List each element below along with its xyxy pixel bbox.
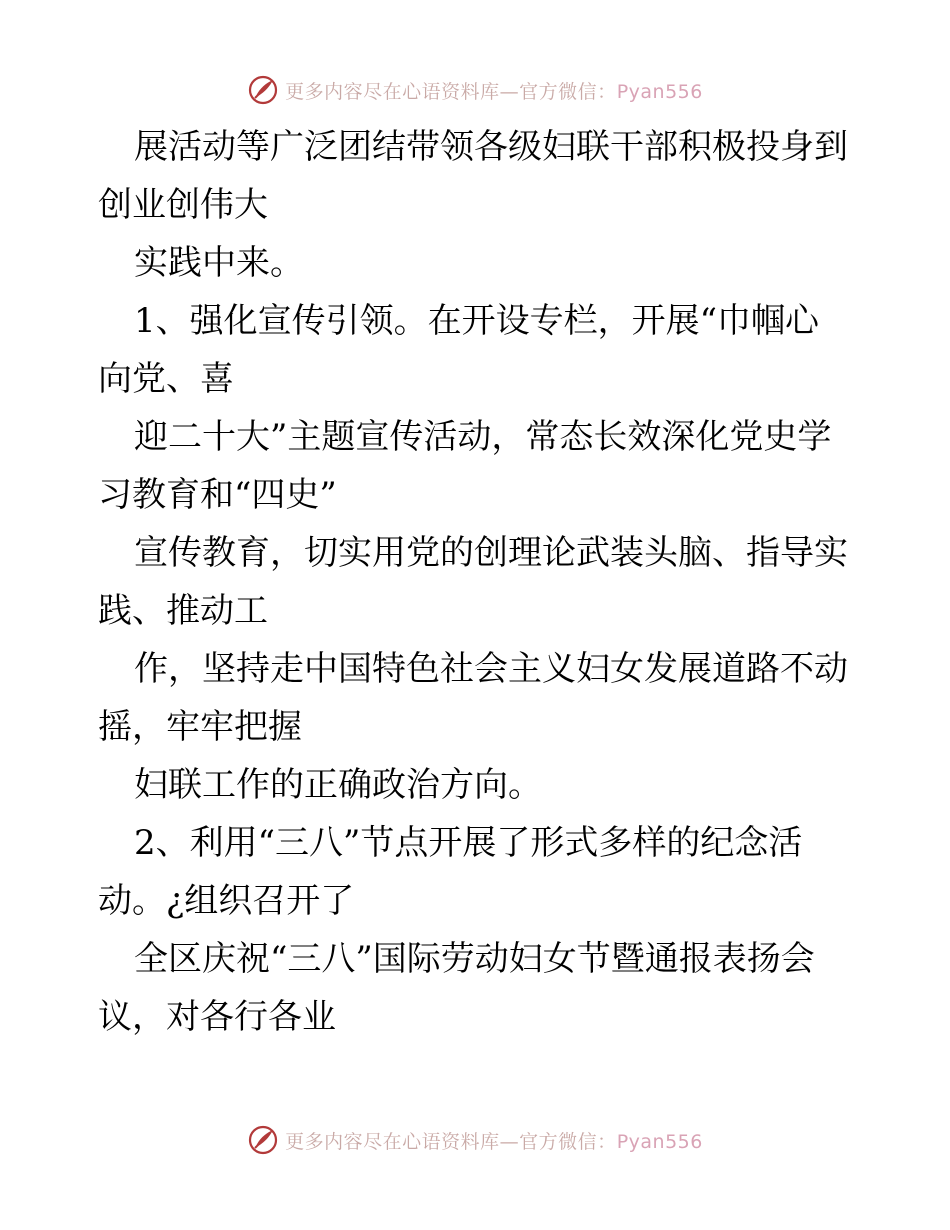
text-line: 创业创伟大 bbox=[98, 185, 268, 225]
document-body bbox=[98, 118, 858, 1046]
separator: — bbox=[499, 1130, 520, 1153]
footer-banner[interactable] bbox=[0, 1120, 950, 1160]
text-line: 展活动等广泛团结带领各级妇联干部积极投身到 bbox=[134, 127, 848, 167]
text-line: 议，对各行各业 bbox=[98, 997, 336, 1037]
wechat-label: 官方微信： bbox=[519, 80, 617, 103]
header-banner-text bbox=[285, 77, 703, 104]
text-line: 摇，牢牢把握 bbox=[98, 707, 302, 747]
text-line: 宣传教育，切实用党的创理论武装头脑、指导实 bbox=[134, 533, 848, 573]
wechat-id: Pyan556 bbox=[616, 80, 703, 103]
wechat-id: Pyan556 bbox=[616, 1130, 703, 1153]
separator: — bbox=[499, 80, 520, 103]
text-line: 2、利用“三八”节点开展了形式多样的纪念活 bbox=[134, 823, 803, 863]
text-line: 作，坚持走中国特色社会主义妇女发展道路不动 bbox=[134, 649, 848, 689]
text-line: 实践中来。 bbox=[134, 243, 304, 283]
header-banner[interactable] bbox=[0, 70, 950, 110]
quill-pen-logo-icon bbox=[247, 74, 279, 106]
text-line: 向党、喜 bbox=[98, 359, 234, 399]
site-name: 更多内容尽在心语资料库 bbox=[285, 1130, 500, 1153]
text-line: 1、强化宣传引领。在开设专栏，开展“巾帼心 bbox=[134, 301, 820, 341]
quill-pen-logo-icon bbox=[247, 1124, 279, 1156]
site-name: 更多内容尽在心语资料库 bbox=[285, 80, 500, 103]
text-line: 妇联工作的正确政治方向。 bbox=[134, 765, 542, 805]
text-line: 全区庆祝“三八”国际劳动妇女节暨通报表扬会 bbox=[134, 939, 815, 979]
text-line: 动。¿组织召开了 bbox=[98, 881, 355, 921]
wechat-label: 官方微信： bbox=[519, 1130, 617, 1153]
text-line: 践、推动工 bbox=[98, 591, 268, 631]
footer-banner-text bbox=[285, 1127, 703, 1154]
text-line: 迎二十大”主题宣传活动，常态长效深化党史学 bbox=[134, 417, 832, 457]
text-line: 习教育和“四史” bbox=[98, 475, 337, 515]
